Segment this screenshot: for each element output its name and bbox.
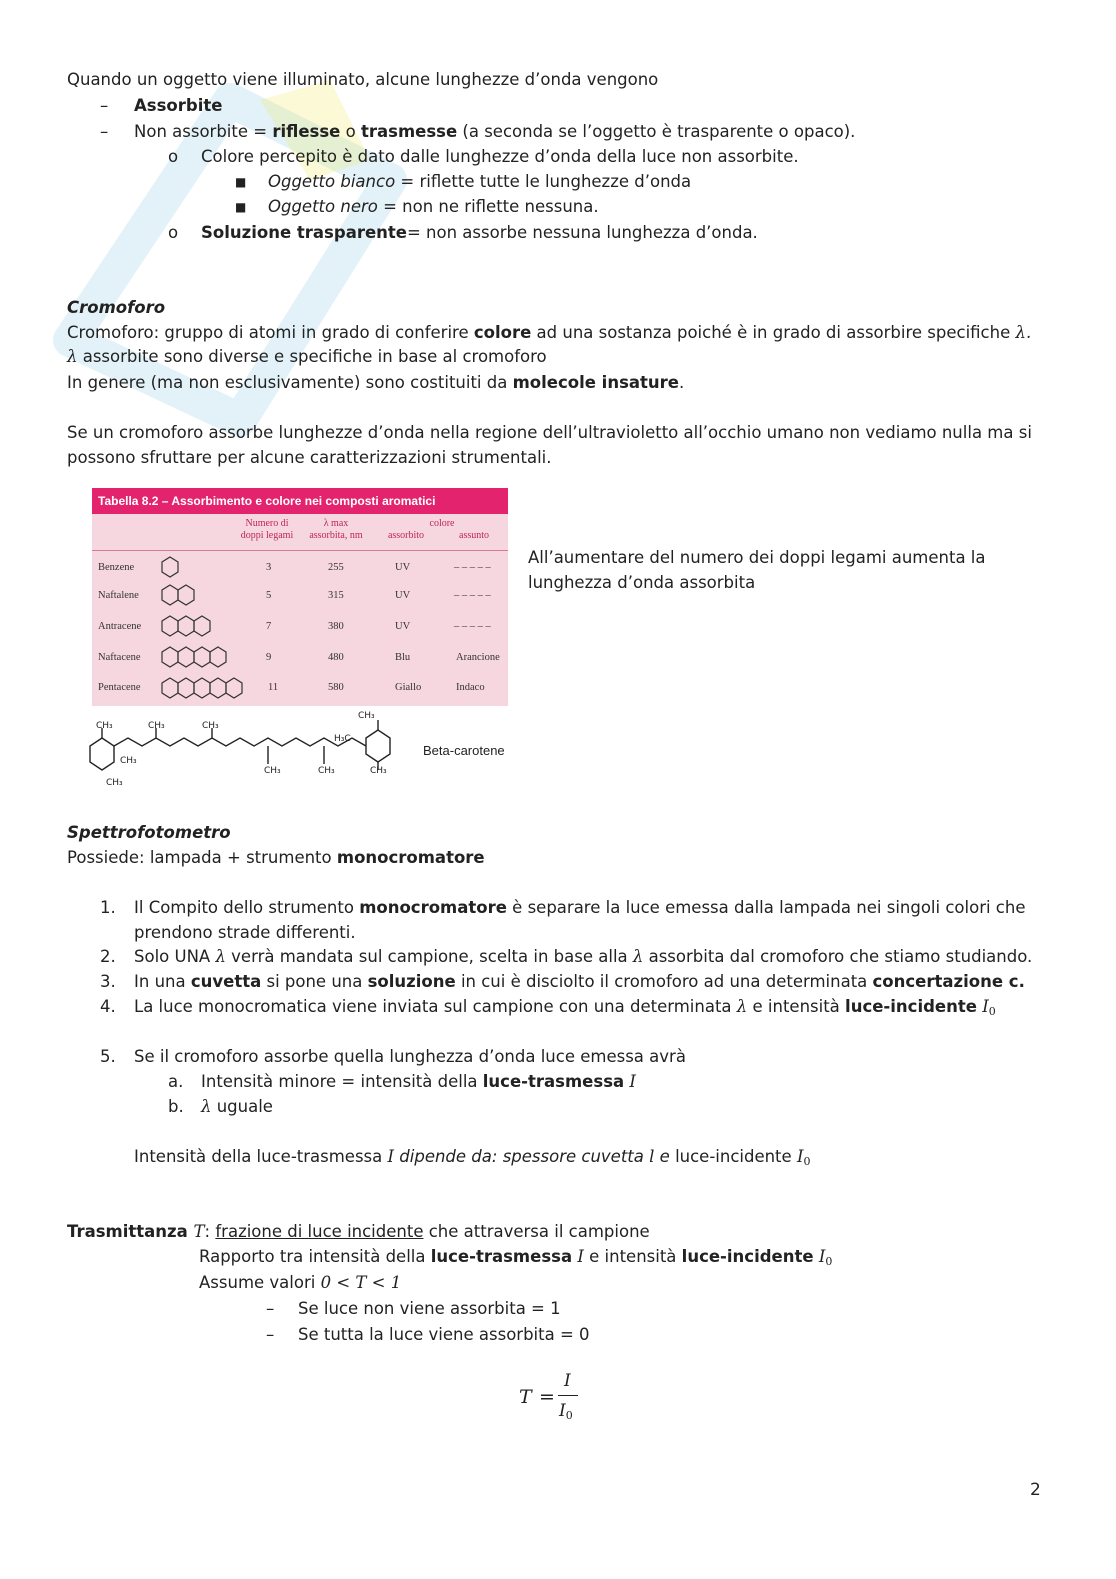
side-note-a: All’aumentare del numero dei doppi legami aumenta la — [528, 548, 986, 567]
list-item-2: Solo UNA λ verrà mandata sul campione, scelta in base alla λ assorbita dal cromoforo che stiamo studiando. — [134, 947, 1033, 966]
dependency-line: Intensità della luce-trasmessa I dipende da: spessore cuvetta l e luce-incidente $I_0$ — [134, 1147, 811, 1168]
table-cell-name: Antracene — [98, 621, 142, 632]
list-item-4: La luce monocromatica viene inviata sul campione con una determinata λ e intensità luce-incidente $I_0$ — [134, 997, 996, 1018]
heading-spettrofotometro: Spettrofotometro — [67, 823, 231, 842]
table-cell-doppi: 11 — [268, 682, 279, 693]
list-item-5a: Intensità minore = intensità della luce-trasmessa I — [201, 1072, 636, 1091]
aromatic-table — [92, 488, 508, 706]
circle-bullet: o — [168, 223, 179, 242]
table-cell-lambda: 255 — [328, 562, 344, 573]
bullet-assorbite: Assorbite — [134, 96, 223, 115]
bullet-non-assorbite: Non assorbite = riflesse o trasmesse (a seconda se l’oggetto è trasparente o opaco). — [134, 122, 856, 141]
square-bullet: ■ — [235, 200, 247, 214]
list-item-1b: prendono strade differenti. — [134, 923, 356, 942]
list-item-3: In una cuvetta si pone una soluzione in cui è disciolto il cromoforo ad una determinata concertazione c. — [134, 972, 1025, 991]
table-title: Tabella 8.2 – Assorbimento e colore nei composti aromatici — [92, 488, 508, 514]
cromoforo-uv-b: possono sfruttare per alcune caratterizzazioni strumentali. — [67, 448, 552, 467]
table-cell-assunto: Indaco — [456, 682, 485, 693]
table-divider — [92, 550, 508, 551]
table-cell-lambda: 580 — [328, 682, 344, 693]
intro-line: Quando un oggetto viene illuminato, alcune lunghezze d’onda vengono — [67, 70, 659, 89]
header-lambda: λ max assorbita, nm — [309, 518, 363, 541]
formula-denominator: $I_0$ — [559, 1401, 573, 1422]
table-cell-name: Pentacene — [98, 682, 141, 693]
ch3-label: CH₃ — [358, 711, 375, 721]
aromatic-structures-icon — [156, 552, 266, 702]
beta-carotene-label: Beta-carotene — [423, 743, 505, 758]
sub-bullet-soluzione: Soluzione trasparente= non assorbe nessuna lunghezza d’onda. — [201, 223, 758, 242]
table-cell-assorbito: UV — [395, 562, 411, 573]
ch3-label: CH₃ — [318, 766, 335, 776]
table-cell-assunto: – – – – – — [454, 562, 491, 573]
side-note-b: lunghezza d’onda assorbita — [528, 573, 756, 592]
ch3-label: CH₃ — [120, 756, 137, 766]
list-letter: b. — [168, 1097, 184, 1116]
list-number: 2. — [100, 947, 116, 966]
ch3-label: CH₃ — [96, 721, 113, 731]
ch3-label: CH₃ — [148, 721, 165, 731]
table-cell-lambda: 380 — [328, 621, 344, 632]
header-assunto: assunto — [459, 530, 489, 541]
trasmittanza-rapporto: Rapporto tra intensità della luce-trasmessa I e intensità luce-incidente $I_0$ — [199, 1247, 833, 1268]
square-bullet: ■ — [235, 175, 247, 189]
formula-T: T — [519, 1386, 532, 1408]
sub-bullet-colore: Colore percepito è dato dalle lunghezze d’onda della luce non assorbite. — [201, 147, 799, 166]
formula-equals: = — [539, 1386, 555, 1408]
dash-bullet: – — [266, 1299, 275, 1318]
list-item-5: Se il cromoforo assorbe quella lunghezza d’onda luce emessa avrà — [134, 1047, 686, 1066]
heading-cromoforo: Cromoforo — [67, 298, 166, 317]
page-number: 2 — [1030, 1480, 1041, 1500]
cromoforo-def: Cromoforo: gruppo di atomi in grado di conferire colore ad una sostanza poiché è in grado di assorbire specifiche λ. — [67, 323, 1032, 342]
list-number: 1. — [100, 898, 116, 917]
subsub-bianco: Oggetto bianco = riflette tutte le lunghezze d’onda — [268, 172, 692, 191]
table-cell-name: Naftacene — [98, 652, 141, 663]
table-cell-assorbito: Blu — [395, 652, 411, 663]
list-number: 5. — [100, 1047, 116, 1066]
subsub-nero: Oggetto nero = non ne riflette nessuna. — [268, 197, 599, 216]
dash-bullet: – — [100, 122, 109, 141]
header-doppi: Numero di doppi legami — [240, 518, 294, 541]
cromoforo-uv-a: Se un cromoforo assorbe lunghezze d’onda nella regione dell’ultravioletto all’occhio umano non vediamo nulla ma si — [67, 423, 1032, 442]
trasmittanza-case-1: Se luce non viene assorbita = 1 — [298, 1299, 561, 1318]
cromoforo-lambda: λ assorbite sono diverse e specifiche in base al cromoforo — [67, 347, 547, 366]
table-cell-name: Benzene — [98, 562, 135, 573]
beta-carotene-structure-icon — [78, 708, 398, 794]
trasmittanza-range: Assume valori 0 < T < 1 — [199, 1273, 402, 1292]
table-cell-assunto: – – – – – — [454, 590, 491, 601]
table-cell-assorbito: UV — [395, 621, 411, 632]
table-cell-assorbito: UV — [395, 590, 411, 601]
trasmittanza-case-2: Se tutta la luce viene assorbita = 0 — [298, 1325, 590, 1344]
list-item-1a: Il Compito dello strumento monocromatore è separare la luce emessa dalla lampada nei singoli colori che — [134, 898, 1026, 917]
table-cell-assunto: Arancione — [456, 652, 500, 663]
spettro-intro: Possiede: lampada + strumento monocromatore — [67, 848, 485, 867]
list-number: 3. — [100, 972, 116, 991]
table-cell-name: Naftalene — [98, 590, 139, 601]
ch3-label: CH₃ — [202, 721, 219, 731]
ch3-label: CH₃ — [370, 766, 387, 776]
table-cell-doppi: 9 — [266, 652, 272, 663]
circle-bullet: o — [168, 147, 179, 166]
table-cell-doppi: 5 — [266, 590, 272, 601]
table-cell-doppi: 7 — [266, 621, 272, 632]
ch3-label: CH₃ — [106, 778, 123, 788]
cromoforo-insature: In genere (ma non esclusivamente) sono costituiti da molecole insature. — [67, 373, 685, 392]
dash-bullet: – — [100, 96, 109, 115]
header-colore: colore — [429, 518, 455, 529]
table-cell-lambda: 315 — [328, 590, 344, 601]
h3c-label: H₃C — [334, 734, 351, 744]
list-item-5b: λ uguale — [201, 1097, 273, 1116]
table-cell-assunto: – – – – – — [454, 621, 491, 632]
fraction-bar — [558, 1395, 578, 1396]
header-assorbito: assorbito — [387, 530, 425, 541]
table-cell-doppi: 3 — [266, 562, 272, 573]
table-cell-assorbito: Giallo — [395, 682, 422, 693]
formula-numerator: I — [564, 1371, 571, 1391]
trasmittanza-def: Trasmittanza T: frazione di luce incidente che attraversa il campione — [67, 1222, 650, 1241]
dash-bullet: – — [266, 1325, 275, 1344]
list-letter: a. — [168, 1072, 184, 1091]
ch3-label: CH₃ — [264, 766, 281, 776]
list-number: 4. — [100, 997, 116, 1016]
table-cell-lambda: 480 — [328, 652, 344, 663]
